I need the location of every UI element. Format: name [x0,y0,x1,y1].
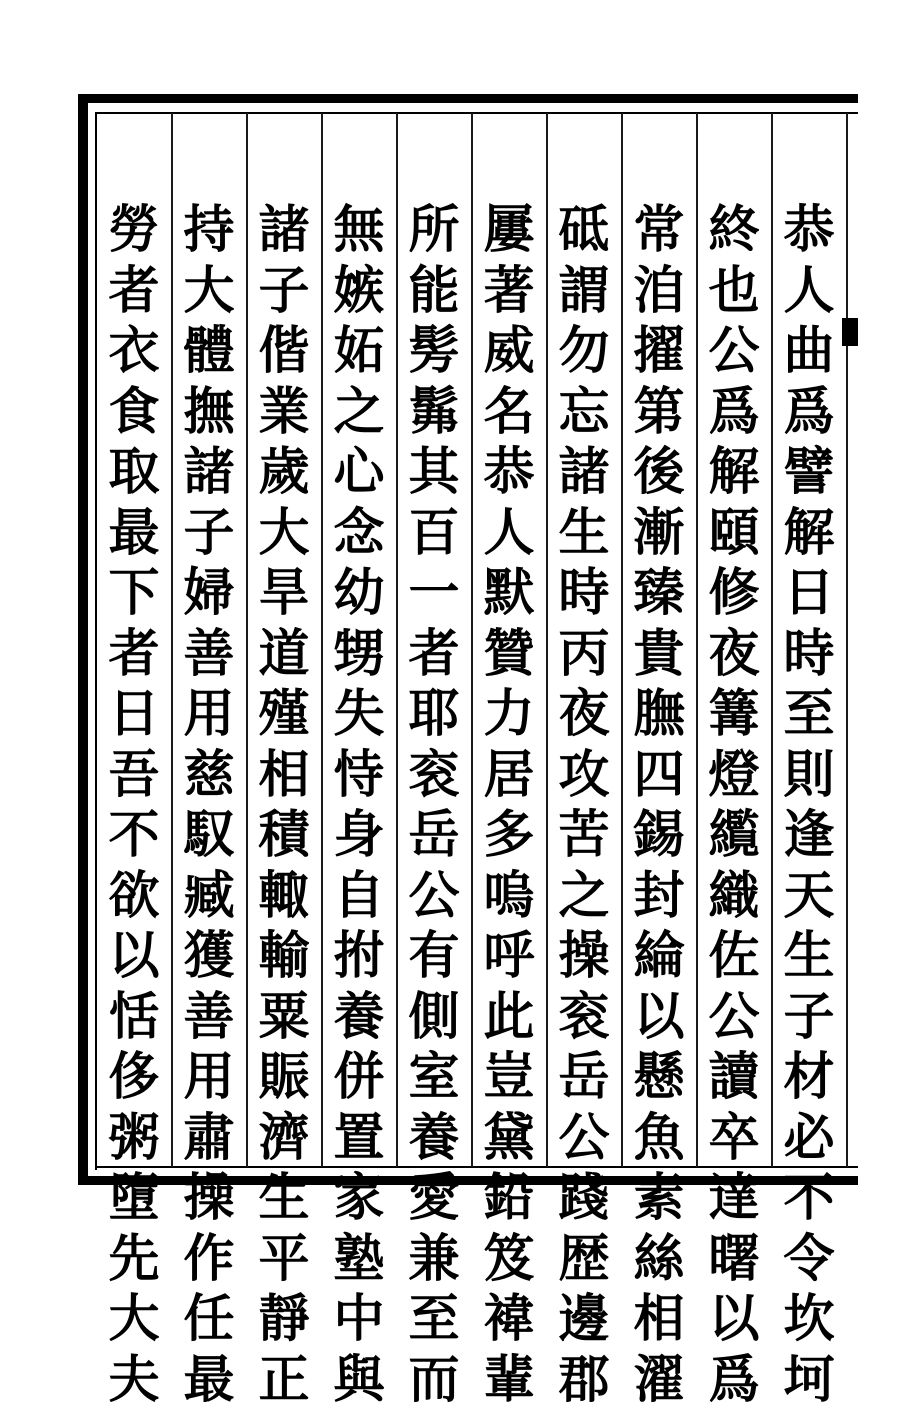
glyph: 積 [258,805,309,866]
glyph: 愛 [408,1168,459,1229]
glyph: 併 [333,1047,384,1108]
glyph: 岳 [558,1047,609,1108]
glyph: 多 [483,805,534,866]
glyph: 靜 [258,1289,309,1350]
glyph: 濯 [633,1350,684,1410]
glyph: 公 [408,866,459,927]
glyph: 不 [108,805,159,866]
glyph: 譬 [783,442,834,503]
glyph: 洎 [633,261,684,322]
glyph: 燈 [708,745,759,806]
glyph: 最 [183,1350,234,1410]
glyph: 歴 [558,1229,609,1290]
glyph: 馭 [183,805,234,866]
glyph: 生 [783,926,834,987]
glyph: 邊 [558,1289,609,1350]
glyph: 卒 [708,1108,759,1169]
glyph: 夜 [558,684,609,745]
glyph: 業 [258,382,309,443]
glyph: 道 [258,624,309,685]
glyph: 平 [258,1229,309,1290]
glyph: 粟 [258,987,309,1048]
glyph: 終 [708,200,759,261]
glyph: 生 [558,503,609,564]
glyph: 妬 [333,321,384,382]
glyph: 夜 [708,624,759,685]
glyph: 呼 [483,926,534,987]
glyph: 絲 [633,1229,684,1290]
glyph: 食 [108,382,159,443]
glyph: 失 [333,684,384,745]
glyph: 旱 [258,563,309,624]
glyph: 岳 [408,805,459,866]
glyph: 諸 [183,442,234,503]
glyph: 作 [183,1229,234,1290]
glyph: 常 [633,200,684,261]
glyph: 輩 [483,1350,534,1410]
glyph: 大 [183,261,234,322]
glyph: 衮 [408,745,459,806]
glyph: 後 [633,442,684,503]
glyph: 忘 [558,382,609,443]
text-column-9 [171,200,247,1410]
glyph: 踐 [558,1168,609,1229]
text-column-3 [621,200,697,1410]
glyph: 賑 [258,1047,309,1108]
glyph: 相 [258,745,309,806]
glyph: 曙 [708,1229,759,1290]
glyph: 殣 [258,684,309,745]
glyph: 公 [558,1108,609,1169]
glyph: 天 [783,866,834,927]
glyph: 褘 [483,1289,534,1350]
glyph: 操 [558,926,609,987]
glyph: 貴 [633,624,684,685]
glyph: 恭 [483,442,534,503]
glyph: 嗚 [483,866,534,927]
text-column-6 [396,200,472,1410]
glyph: 膴 [633,684,684,745]
glyph: 恬 [108,987,159,1048]
glyph: 懸 [633,1047,684,1108]
glyph: 輙 [258,866,309,927]
glyph: 此 [483,987,534,1048]
glyph: 粥 [108,1108,159,1169]
glyph: 諸 [558,442,609,503]
glyph: 公 [708,987,759,1048]
text-column-8 [246,200,322,1410]
glyph: 時 [783,624,834,685]
glyph: 念 [333,503,384,564]
glyph: 之 [333,382,384,443]
glyph: 苦 [558,805,609,866]
frame-border-top [78,94,858,103]
glyph: 養 [408,1108,459,1169]
glyph: 䌫 [708,805,759,866]
glyph: 著 [483,261,534,322]
glyph: 擢 [633,321,684,382]
glyph: 逢 [783,805,834,866]
glyph: 子 [783,987,834,1048]
glyph: 中 [333,1289,384,1350]
glyph: 綸 [633,926,684,987]
glyph: 曲 [783,321,834,382]
glyph: 用 [183,1047,234,1108]
glyph: 必 [783,1108,834,1169]
glyph: 素 [633,1168,684,1229]
glyph: 操 [183,1168,234,1229]
glyph: 謂 [558,261,609,322]
glyph: 自 [333,866,384,927]
glyph: 室 [408,1047,459,1108]
glyph: 之 [558,866,609,927]
glyph: 最 [108,503,159,564]
glyph: 至 [408,1289,459,1350]
glyph: 欲 [108,866,159,927]
glyph: 善 [183,987,234,1048]
glyph: 名 [483,382,534,443]
glyph: 一 [408,563,459,624]
glyph: 默 [483,563,534,624]
glyph: 也 [708,261,759,322]
glyph: 臧 [183,866,234,927]
glyph: 歲 [258,442,309,503]
glyph: 達 [708,1168,759,1229]
glyph: 則 [783,745,834,806]
glyph: 至 [783,684,834,745]
glyph: 鉛 [483,1168,534,1229]
glyph: 坎 [783,1289,834,1350]
glyph: 拊 [333,926,384,987]
glyph: 子 [183,503,234,564]
text-column-10 [96,200,172,1410]
glyph: 兼 [408,1229,459,1290]
glyph: 衮 [558,987,609,1048]
glyph: 慈 [183,745,234,806]
glyph: 封 [633,866,684,927]
glyph: 以 [633,987,684,1048]
glyph: 肅 [183,1108,234,1169]
glyph: 修 [708,563,759,624]
glyph: 力 [483,684,534,745]
glyph: 子 [258,261,309,322]
glyph: 用 [183,684,234,745]
glyph: 篝 [708,684,759,745]
text-column-7 [321,200,397,1410]
glyph: 心 [333,442,384,503]
glyph: 正 [258,1350,309,1410]
glyph: 勞 [108,200,159,261]
glyph: 側 [408,987,459,1048]
glyph: 臻 [633,563,684,624]
glyph: 漸 [633,503,684,564]
glyph: 相 [633,1289,684,1350]
glyph: 百 [408,503,459,564]
glyph: 善 [183,624,234,685]
glyph: 養 [333,987,384,1048]
glyph: 有 [408,926,459,987]
glyph: 家 [333,1168,384,1229]
glyph: 坷 [783,1350,834,1410]
glyph: 織 [708,866,759,927]
glyph: 者 [408,624,459,685]
glyph: 而 [408,1350,459,1410]
glyph: 大 [108,1289,159,1350]
glyph: 耶 [408,684,459,745]
glyph: 者 [108,624,159,685]
glyph: 日 [783,563,834,624]
glyph: 勿 [558,321,609,382]
glyph: 以 [108,926,159,987]
glyph: 任 [183,1289,234,1350]
glyph: 令 [783,1229,834,1290]
glyph: 屢 [483,200,534,261]
glyph: 夫 [108,1350,159,1410]
glyph: 恭 [783,200,834,261]
glyph: 墮 [108,1168,159,1229]
glyph: 生 [258,1168,309,1229]
glyph: 偕 [258,321,309,382]
text-column-1 [771,200,847,1410]
glyph: 日 [108,684,159,745]
glyph: 恃 [333,745,384,806]
glyph: 下 [108,563,159,624]
glyph: 先 [108,1229,159,1290]
glyph: 贊 [483,624,534,685]
glyph: 砥 [558,200,609,261]
glyph: 撫 [183,382,234,443]
glyph: 四 [633,745,684,806]
glyph: 塾 [333,1229,384,1290]
glyph: 爲 [708,382,759,443]
glyph: 濟 [258,1108,309,1169]
glyph: 體 [183,321,234,382]
glyph: 髣 [408,321,459,382]
glyph: 郡 [558,1350,609,1410]
glyph: 置 [333,1108,384,1169]
glyph: 人 [783,261,834,322]
frame-border-left [78,94,88,1184]
glyph: 大 [258,503,309,564]
glyph: 豈 [483,1047,534,1108]
glyph: 甥 [333,624,384,685]
glyph: 威 [483,321,534,382]
glyph: 讀 [708,1047,759,1108]
glyph: 身 [333,805,384,866]
glyph: 不 [783,1168,834,1229]
glyph: 與 [333,1350,384,1410]
glyph: 爲 [708,1350,759,1410]
glyph: 人 [483,503,534,564]
glyph: 丙 [558,624,609,685]
glyph: 錫 [633,805,684,866]
glyph: 侈 [108,1047,159,1108]
glyph: 諸 [258,200,309,261]
frame-inner-line-top [95,112,858,114]
glyph: 攻 [558,745,609,806]
glyph: 居 [483,745,534,806]
text-column-5 [471,200,547,1410]
glyph: 爲 [783,382,834,443]
glyph: 笈 [483,1229,534,1290]
glyph: 持 [183,200,234,261]
glyph: 婦 [183,563,234,624]
glyph: 時 [558,563,609,624]
glyph: 獲 [183,926,234,987]
text-column-2 [696,200,772,1410]
glyph: 所 [408,200,459,261]
glyph: 解 [783,503,834,564]
glyph: 其 [408,442,459,503]
glyph: 者 [108,261,159,322]
glyph: 魚 [633,1108,684,1169]
glyph: 能 [408,261,459,322]
glyph: 吾 [108,745,159,806]
glyph: 材 [783,1047,834,1108]
glyph: 髴 [408,382,459,443]
glyph: 黛 [483,1108,534,1169]
glyph: 第 [633,382,684,443]
glyph: 取 [108,442,159,503]
glyph: 無 [333,200,384,261]
glyph: 解 [708,442,759,503]
glyph: 嫉 [333,261,384,322]
glyph: 輸 [258,926,309,987]
glyph: 頤 [708,503,759,564]
glyph: 以 [708,1289,759,1350]
glyph: 佐 [708,926,759,987]
glyph: 衣 [108,321,159,382]
text-column-4 [546,200,622,1410]
glyph: 幼 [333,563,384,624]
glyph: 公 [708,321,759,382]
